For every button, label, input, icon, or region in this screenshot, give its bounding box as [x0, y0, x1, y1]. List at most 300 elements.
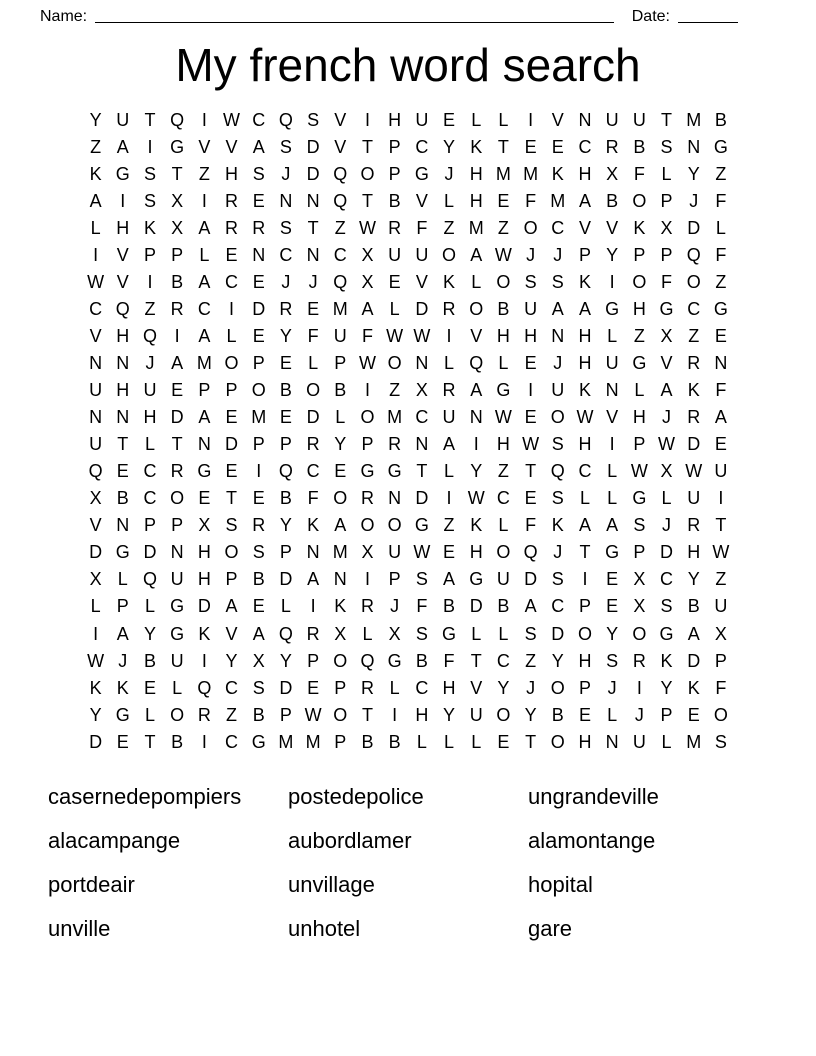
grid-cell: R: [225, 217, 239, 238]
grid-cell: M: [468, 217, 484, 238]
grid-cell: R: [360, 677, 374, 698]
grid-cell: S: [660, 136, 673, 157]
grid-cell: T: [416, 461, 428, 482]
grid-cell: A: [660, 380, 673, 401]
grid-cell: W: [413, 542, 431, 563]
grid-cell: Y: [687, 569, 700, 590]
grid-cell: L: [444, 353, 455, 374]
word-list-column: [528, 782, 768, 958]
grid-cell: F: [443, 650, 455, 671]
grid-cell: L: [634, 380, 645, 401]
grid-cell: L: [715, 217, 726, 238]
grid-cell: F: [633, 163, 645, 184]
grid-cell: S: [606, 650, 619, 671]
grid-cell: P: [279, 704, 292, 725]
grid-cell: W: [304, 704, 322, 725]
grid-cell: Y: [279, 650, 292, 671]
grid-cell: J: [526, 244, 536, 265]
grid-cell: J: [281, 163, 291, 184]
grid-cell: Z: [198, 163, 210, 184]
grid-cell: K: [89, 163, 102, 184]
grid-cell: E: [225, 407, 238, 428]
grid-cell: G: [170, 136, 185, 157]
grid-cell: D: [415, 298, 429, 319]
grid-cell: N: [170, 542, 184, 563]
grid-cell: A: [578, 190, 591, 211]
grid-cell: N: [415, 434, 429, 455]
grid-cell: U: [632, 731, 646, 752]
grid-cell: V: [606, 217, 619, 238]
word-item: unhotel: [288, 915, 361, 941]
grid-cell: T: [144, 109, 156, 130]
grid-cell: C: [415, 677, 429, 698]
grid-cell: I: [473, 434, 479, 455]
grid-cell: N: [89, 353, 103, 374]
grid-cell: E: [443, 542, 456, 563]
grid-cell: M: [196, 353, 212, 374]
grid-cell: Z: [443, 217, 455, 238]
grid-cell: V: [198, 136, 211, 157]
grid-cell: Y: [470, 461, 483, 482]
grid-cell: J: [689, 190, 699, 211]
grid-cell: R: [170, 298, 184, 319]
grid-cell: Q: [469, 353, 484, 374]
grid-cell: Y: [89, 704, 102, 725]
grid-cell: T: [361, 704, 373, 725]
grid-cell: W: [223, 109, 241, 130]
grid-cell: C: [687, 298, 701, 319]
header-row: [0, 0, 816, 26]
grid-cell: P: [388, 163, 401, 184]
grid-cell: J: [390, 596, 400, 617]
grid-cell: X: [361, 244, 374, 265]
grid-cell: N: [714, 353, 728, 374]
grid-cell: R: [388, 217, 402, 238]
grid-cell: H: [116, 325, 130, 346]
grid-cell: E: [497, 190, 510, 211]
grid-cell: R: [170, 461, 184, 482]
grid-cell: L: [444, 731, 455, 752]
grid-cell: L: [607, 461, 618, 482]
grid-cell: K: [116, 677, 129, 698]
grid-cell: I: [120, 190, 126, 211]
grid-cell: U: [333, 325, 347, 346]
grid-cell: E: [497, 731, 510, 752]
grid-cell: P: [578, 244, 591, 265]
grid-cell: L: [416, 731, 427, 752]
grid-cell: A: [116, 623, 129, 644]
grid-cell: O: [496, 704, 511, 725]
grid-cell: I: [582, 569, 588, 590]
grid-cell: U: [496, 569, 510, 590]
grid-cell: D: [279, 677, 293, 698]
grid-cell: J: [145, 353, 155, 374]
grid-cell: S: [524, 271, 537, 292]
grid-cell: A: [470, 380, 483, 401]
grid-cell: E: [334, 461, 347, 482]
grid-cell: O: [387, 353, 402, 374]
grid-cell: G: [469, 569, 484, 590]
grid-cell: U: [605, 353, 619, 374]
grid-cell: Y: [89, 109, 102, 130]
grid-cell: P: [279, 434, 292, 455]
grid-cell: D: [170, 407, 184, 428]
grid-cell: O: [170, 488, 185, 509]
grid-cell: I: [446, 488, 452, 509]
grid-cell: A: [361, 298, 374, 319]
grid-cell: S: [524, 623, 537, 644]
grid-cell: L: [498, 623, 509, 644]
grid-cell: N: [279, 190, 293, 211]
grid-cell: O: [333, 704, 348, 725]
grid-cell: I: [364, 380, 370, 401]
grid-cell: G: [632, 353, 647, 374]
grid-cell: I: [93, 623, 99, 644]
grid-cell: B: [415, 650, 428, 671]
grid-cell: I: [147, 136, 153, 157]
grid-cell: J: [281, 271, 291, 292]
grid-cell: E: [252, 325, 265, 346]
grid-cell: J: [526, 677, 536, 698]
grid-cell: H: [496, 325, 510, 346]
grid-cell: E: [225, 461, 238, 482]
date-label: Date:: [631, 8, 670, 25]
grid-cell: L: [335, 407, 346, 428]
word-list-column: [48, 782, 288, 958]
grid-cell: I: [528, 380, 534, 401]
grid-cell: O: [632, 190, 647, 211]
grid-cell: F: [525, 190, 537, 211]
grid-cell: Q: [278, 109, 293, 130]
grid-cell: P: [225, 380, 238, 401]
grid-cell: V: [470, 677, 483, 698]
grid-cell: S: [551, 488, 564, 509]
grid-cell: A: [524, 596, 537, 617]
word-item: unvillage: [288, 871, 375, 897]
grid-cell: G: [360, 461, 375, 482]
grid-cell: A: [551, 298, 564, 319]
grid-cell: K: [443, 271, 456, 292]
grid-cell: Q: [360, 650, 375, 671]
grid-cell: P: [578, 677, 591, 698]
grid-cell: A: [443, 569, 456, 590]
grid-cell: L: [90, 596, 101, 617]
grid-cell: V: [660, 353, 673, 374]
grid-cell: R: [225, 190, 239, 211]
grid-cell: W: [685, 461, 703, 482]
grid-cell: M: [387, 407, 403, 428]
grid-cell: Y: [497, 677, 510, 698]
grid-cell: Q: [686, 244, 701, 265]
grid-cell: V: [116, 244, 129, 265]
grid-cell: E: [524, 407, 537, 428]
grid-cell: I: [147, 271, 153, 292]
grid-cell: M: [523, 163, 539, 184]
grid-cell: V: [116, 271, 129, 292]
word-item: portdeair: [48, 871, 135, 897]
grid-cell: M: [332, 298, 348, 319]
grid-cell: P: [334, 353, 347, 374]
grid-cell: W: [87, 271, 105, 292]
grid-cell: I: [93, 244, 99, 265]
grid-cell: I: [229, 298, 235, 319]
grid-cell: E: [143, 677, 156, 698]
grid-cell: A: [307, 569, 320, 590]
word-item: gare: [528, 915, 573, 941]
grid-cell: E: [687, 704, 700, 725]
grid-cell: B: [361, 731, 374, 752]
grid-cell: J: [553, 542, 563, 563]
grid-cell: P: [660, 190, 673, 211]
grid-cell: H: [469, 190, 483, 211]
grid-cell: V: [578, 217, 591, 238]
grid-cell: U: [388, 542, 402, 563]
grid-cell: J: [607, 677, 617, 698]
grid-cell: C: [578, 461, 592, 482]
grid-cell: K: [687, 380, 700, 401]
grid-cell: Y: [279, 325, 292, 346]
grid-cell: V: [89, 515, 102, 536]
grid-cell: S: [252, 677, 265, 698]
grid-cell: Q: [115, 298, 130, 319]
grid-cell: Z: [226, 704, 238, 725]
grid-cell: H: [442, 677, 456, 698]
grid-cell: K: [89, 677, 102, 698]
grid-cell: W: [494, 244, 512, 265]
grid-cell: Q: [197, 677, 212, 698]
grid-cell: E: [252, 596, 265, 617]
grid-cell: Y: [279, 515, 292, 536]
grid-cell: N: [116, 515, 130, 536]
grid-cell: W: [467, 488, 485, 509]
grid-cell: R: [279, 298, 293, 319]
grid-cell: I: [174, 325, 180, 346]
grid-cell: K: [687, 677, 700, 698]
grid-cell: P: [279, 542, 292, 563]
grid-cell: U: [170, 569, 184, 590]
grid-cell: D: [197, 596, 211, 617]
grid-cell: K: [551, 163, 564, 184]
grid-cell: H: [496, 434, 510, 455]
grid-cell: I: [718, 488, 724, 509]
grid-cell: I: [364, 569, 370, 590]
grid-cell: E: [524, 488, 537, 509]
grid-cell: V: [225, 623, 238, 644]
grid-cell: O: [387, 515, 402, 536]
grid-cell: W: [87, 650, 105, 671]
grid-cell: L: [226, 325, 237, 346]
grid-cell: L: [389, 298, 400, 319]
grid-cell: V: [89, 325, 102, 346]
grid-cell: O: [442, 244, 457, 265]
grid-cell: P: [334, 677, 347, 698]
grid-cell: U: [605, 109, 619, 130]
grid-cell: J: [118, 650, 128, 671]
grid-cell: Q: [278, 623, 293, 644]
grid-cell: Z: [525, 650, 537, 671]
grid-cell: I: [256, 461, 262, 482]
grid-cell: G: [251, 731, 266, 752]
grid-cell: Z: [688, 325, 700, 346]
grid-cell: S: [252, 542, 265, 563]
grid-cell: P: [334, 731, 347, 752]
grid-cell: I: [528, 109, 534, 130]
grid-cell: G: [414, 163, 429, 184]
grid-cell: N: [306, 190, 320, 211]
grid-cell: P: [171, 244, 184, 265]
grid-cell: Q: [333, 163, 348, 184]
grid-cell: O: [360, 407, 375, 428]
grid-cell: Y: [606, 623, 619, 644]
grid-cell: H: [415, 704, 429, 725]
grid-cell: L: [498, 353, 509, 374]
grid-cell: L: [444, 461, 455, 482]
word-item: alamontange: [528, 827, 656, 853]
grid-cell: D: [469, 596, 483, 617]
grid-cell: M: [305, 731, 321, 752]
grid-cell: K: [334, 596, 347, 617]
grid-cell: U: [524, 298, 538, 319]
grid-cell: V: [334, 136, 347, 157]
grid-cell: L: [117, 569, 128, 590]
grid-cell: W: [386, 325, 404, 346]
grid-cell: R: [306, 434, 320, 455]
grid-cell: M: [686, 109, 702, 130]
grid-cell: E: [307, 677, 320, 698]
page-title: My french word search: [175, 39, 641, 91]
grid-cell: G: [605, 298, 620, 319]
grid-cell: P: [578, 596, 591, 617]
grid-cell: U: [632, 109, 646, 130]
grid-cell: K: [578, 380, 591, 401]
grid-cell: P: [252, 434, 265, 455]
grid-cell: E: [578, 704, 591, 725]
grid-cell: U: [714, 461, 728, 482]
grid-cell: E: [116, 731, 129, 752]
grid-cell: N: [605, 731, 619, 752]
grid-cell: W: [630, 461, 648, 482]
grid-cell: J: [553, 353, 563, 374]
grid-cell: E: [714, 434, 727, 455]
grid-cell: J: [308, 271, 318, 292]
grid-cell: B: [171, 271, 184, 292]
grid-cell: D: [279, 569, 293, 590]
grid-cell: S: [714, 731, 727, 752]
grid-cell: D: [225, 434, 239, 455]
grid-cell: P: [307, 650, 320, 671]
grid-cell: T: [307, 217, 319, 238]
grid-cell: A: [89, 190, 102, 211]
grid-cell: L: [308, 353, 319, 374]
grid-cell: N: [469, 407, 483, 428]
grid-cell: Y: [606, 244, 619, 265]
word-item: ungrandeville: [528, 783, 659, 809]
grid-cell: V: [606, 407, 619, 428]
grid-cell: H: [578, 731, 592, 752]
grid-cell: N: [388, 488, 402, 509]
grid-cell: F: [361, 325, 373, 346]
grid-cell: X: [198, 515, 211, 536]
grid-cell: F: [715, 380, 727, 401]
grid-cell: T: [579, 542, 591, 563]
grid-cell: S: [307, 109, 320, 130]
grid-cell: L: [471, 109, 482, 130]
grid-cell: U: [388, 244, 402, 265]
grid-cell: F: [525, 515, 537, 536]
grid-cell: B: [252, 704, 265, 725]
grid-cell: C: [143, 488, 157, 509]
grid-cell: M: [686, 731, 702, 752]
grid-cell: T: [171, 163, 183, 184]
grid-cell: H: [143, 407, 157, 428]
grid-cell: L: [661, 163, 672, 184]
grid-cell: F: [715, 677, 727, 698]
grid-cell: I: [364, 109, 370, 130]
grid-cell: Z: [633, 325, 645, 346]
grid-cell: Q: [333, 271, 348, 292]
grid-cell: Q: [523, 542, 538, 563]
grid-cell: C: [279, 244, 293, 265]
grid-cell: X: [89, 569, 102, 590]
grid-cell: G: [414, 515, 429, 536]
grid-cell: O: [550, 407, 565, 428]
grid-cell: E: [252, 488, 265, 509]
grid-cell: K: [307, 515, 320, 536]
grid-cell: O: [333, 488, 348, 509]
grid-cell: C: [143, 461, 157, 482]
grid-cell: Y: [524, 704, 537, 725]
grid-cell: O: [632, 623, 647, 644]
grid-cell: L: [471, 271, 482, 292]
grid-cell: B: [334, 380, 347, 401]
word-item: unville: [48, 915, 111, 941]
grid-cell: U: [469, 704, 483, 725]
grid-cell: D: [306, 163, 320, 184]
grid-cell: P: [116, 596, 129, 617]
grid-cell: L: [280, 596, 291, 617]
grid-cell: W: [522, 434, 540, 455]
grid-cell: G: [659, 298, 674, 319]
grid-cell: R: [252, 515, 266, 536]
grid-cell: K: [660, 650, 673, 671]
grid-cell: Q: [278, 461, 293, 482]
grid-cell: D: [524, 569, 538, 590]
grid-cell: A: [252, 136, 265, 157]
grid-cell: Z: [497, 217, 509, 238]
grid-cell: R: [360, 596, 374, 617]
grid-cell: Z: [144, 298, 156, 319]
grid-cell: E: [279, 407, 292, 428]
grid-cell: Z: [715, 163, 727, 184]
grid-cell: Q: [333, 190, 348, 211]
grid-cell: L: [661, 731, 672, 752]
grid-cell: R: [442, 298, 456, 319]
grid-cell: A: [198, 407, 211, 428]
grid-cell: S: [143, 163, 156, 184]
grid-cell: O: [224, 353, 239, 374]
grid-cell: K: [633, 217, 646, 238]
grid-cell: R: [687, 407, 701, 428]
grid-cell: O: [333, 650, 348, 671]
grid-cell: O: [686, 271, 701, 292]
grid-cell: L: [144, 704, 155, 725]
grid-cell: Q: [142, 325, 157, 346]
grid-cell: D: [306, 136, 320, 157]
grid-cell: I: [609, 434, 615, 455]
grid-cell: R: [388, 434, 402, 455]
grid-cell: U: [116, 109, 130, 130]
grid-cell: N: [252, 244, 266, 265]
